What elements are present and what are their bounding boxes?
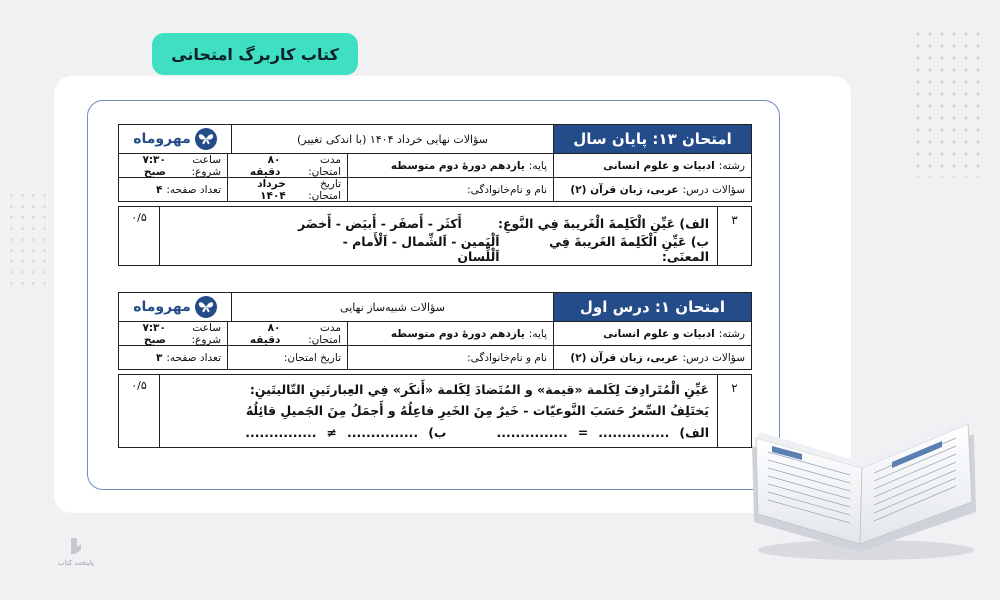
logo-text: مهروماه (133, 299, 191, 315)
subject-value: عربی، زبان قرآن (۲) (570, 183, 679, 196)
duration-value: ۸۰ دقیقه (249, 153, 281, 178)
open-book-image (742, 372, 980, 564)
exam-header (118, 124, 752, 154)
start-value: ۷:۳۰ صبح (142, 153, 166, 178)
start-label: ساعت شروع: (191, 321, 221, 346)
question-score: ۰/۵ (131, 379, 147, 392)
date-label: تاریخ امتحان: (308, 177, 341, 202)
subject-label: سؤالات درس: (682, 351, 745, 364)
duration-label: مدت امتحان: (308, 153, 341, 178)
question-row (118, 206, 752, 266)
answer-options-a: أَکثَر - أَصفَر - أَبیَض - أَخضَر (298, 216, 462, 231)
blank-b-label: ب) (428, 424, 447, 440)
butterfly-icon (195, 128, 217, 150)
start-label: ساعت شروع: (191, 153, 221, 178)
name-label: نام و نام‌خانوادگی: (467, 351, 547, 364)
butterfly-icon (195, 296, 217, 318)
field-label: رشته: (718, 327, 745, 340)
question-score: ۰/۵ (131, 211, 147, 224)
subject-label: سؤالات درس: (682, 183, 745, 196)
start-value: ۷:۳۰ صبح (142, 321, 166, 346)
logo-text: مهروماه (133, 131, 191, 147)
grade-value: یازدهم دورهٔ دوم متوسطه (390, 327, 525, 340)
dot-grid-decoration (6, 190, 56, 290)
exam-document (87, 100, 780, 490)
pages-value: ۳ (155, 351, 163, 364)
blank-dots: ............... (496, 424, 568, 440)
question-number: ۳ (717, 207, 751, 265)
field-value: ادبیات و علوم انسانی (603, 159, 715, 172)
watermark-text: پایتخت کتاب (58, 559, 94, 567)
watermark (56, 535, 96, 567)
question-part-b: ب) عَیِّنِ الْکَلِمةَ الغَریبةَ فِي المعنَی: (549, 233, 709, 264)
not-equal-sign: ≠ (326, 424, 337, 440)
name-label: نام و نام‌خانوادگی: (467, 183, 547, 196)
exam-title: امتحان ۱۳: پایان سال (553, 125, 751, 153)
exam-sheet (118, 292, 752, 448)
answer-blanks (168, 421, 709, 443)
question-body (159, 207, 717, 265)
exam-info-row (118, 178, 752, 202)
exam-info-row (118, 154, 752, 178)
date-label: تاریخ امتحان: (283, 351, 341, 364)
blank-dots: ............... (346, 424, 419, 440)
field-value: ادبیات و علوم انسانی (603, 327, 715, 340)
grade-label: پایه: (528, 327, 547, 340)
publisher-logo (119, 125, 231, 153)
exam-header (118, 292, 752, 322)
question-sentence: یَختَلِفُ السِّعرُ حَسَبَ النَّوعیّات - خَیرٌ مِنَ الخَیرِ فاعِلُهُ و أَجمَلُ مِنَ الجَمیلِ قائِلُهُ (245, 403, 709, 418)
exam-title: امتحان ۱: درس اول (553, 293, 751, 321)
duration-label: مدت امتحان: (308, 321, 341, 346)
exam-sheet (118, 124, 752, 266)
blank-a-label: الف) (679, 424, 709, 440)
publisher-mark-icon (65, 535, 87, 557)
field-label: رشته: (718, 159, 745, 172)
subject-value: عربی، زبان قرآن (۲) (570, 351, 679, 364)
exam-subtitle: سؤالات نهایی خرداد ۱۴۰۴ (با اندکی تغییر) (231, 125, 553, 153)
banner-title: کتاب کاربرگ امتحانی (152, 33, 358, 75)
publisher-logo (119, 293, 231, 321)
duration-value: ۸۰ دقیقه (249, 321, 281, 346)
pages-label: تعداد صفحه: (166, 183, 221, 196)
equals-sign: = (577, 424, 589, 440)
question-row (118, 374, 752, 448)
pages-value: ۴ (155, 183, 163, 196)
exam-info-row (118, 322, 752, 346)
blank-dots: ............... (245, 424, 317, 440)
blank-dots: ............... (598, 424, 670, 440)
date-value: خرداد ۱۴۰۴ (257, 177, 286, 202)
pages-label: تعداد صفحه: (166, 351, 221, 364)
question-instruction: عَیِّنِ الْمُتَرادِفَ لِکَلمة «قیمة» و المُتَضادَ لِکَلمة «أَنکَر» فِي العِبارتَینِ التّالیتَینِ: (249, 382, 709, 397)
dot-grid-decoration (912, 28, 982, 178)
exam-subtitle: سؤالات شبیه‌ساز نهایی (231, 293, 553, 321)
question-number: ۲ (717, 375, 751, 447)
grade-value: یازدهم دورهٔ دوم متوسطه (390, 159, 525, 172)
question-body (159, 375, 717, 447)
exam-info-row (118, 346, 752, 370)
answer-options-b: اَلْیَمین - اَلشِّمال - اَلْأَمام - اَلْلِّسان (342, 233, 500, 264)
question-part-a: الف) عَیِّنِ الْکَلِمةَ الْغَریبةَ فِي النَّوعِ: (497, 216, 709, 231)
grade-label: پایه: (528, 159, 547, 172)
